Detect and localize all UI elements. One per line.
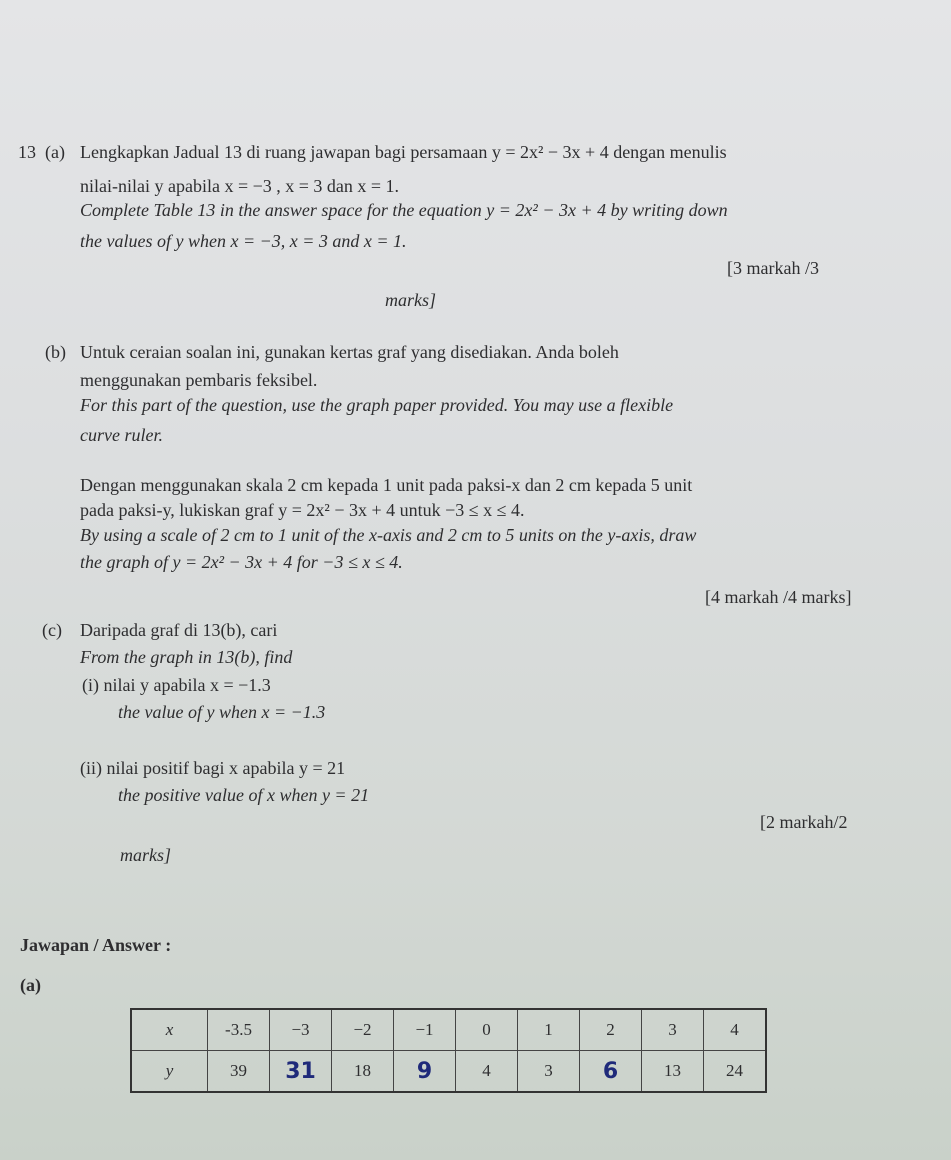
part-a-marks-english: marks] [385, 290, 437, 310]
part-b-english-line-2: curve ruler. [80, 425, 163, 445]
part-c-marks-english: marks] [120, 845, 172, 865]
part-b-english-line-4: the graph of y = 2x² − 3x + 4 for −3 ≤ x ≤ 4. [80, 552, 403, 572]
y-cell-handwritten: 6 [580, 1051, 642, 1093]
part-c-english-line-1: From the graph in 13(b), find [80, 647, 293, 667]
part-b-malay-line-2: menggunakan pembaris feksibel. [80, 370, 318, 390]
part-a-marks: [3 markah /3 [727, 258, 819, 278]
y-cell: 24 [704, 1051, 767, 1093]
x-cell: −2 [332, 1009, 394, 1051]
x-cell: 0 [456, 1009, 518, 1051]
table-row-y [131, 1051, 766, 1093]
y-cell: 13 [642, 1051, 704, 1093]
y-cell: 39 [208, 1051, 270, 1093]
y-cell-handwritten: 9 [394, 1051, 456, 1093]
part-b-malay-line-3: Dengan menggunakan skala 2 cm kepada 1 unit pada paksi-x dan 2 cm kepada 5 unit [80, 475, 693, 495]
y-cell: 4 [456, 1051, 518, 1093]
x-cell: 2 [580, 1009, 642, 1051]
question-number: 13 [18, 142, 36, 162]
part-c-ii-malay: (ii) nilai positif bagi x apabila y = 21 [80, 758, 346, 778]
part-b-english-line-1: For this part of the question, use the graph paper provided. You may use a flexible [80, 395, 674, 415]
part-b-malay-line-4: pada paksi-y, lukiskan graf y = 2x² − 3x + 4 untuk −3 ≤ x ≤ 4. [80, 500, 525, 520]
part-c-ii-english: the positive value of x when y = 21 [118, 785, 370, 805]
y-cell: 3 [518, 1051, 580, 1093]
x-cell: 3 [642, 1009, 704, 1051]
x-cell: -3.5 [208, 1009, 270, 1051]
table-row-x [131, 1009, 766, 1051]
x-cell: −1 [394, 1009, 456, 1051]
x-cell: −3 [270, 1009, 332, 1051]
part-c-i-malay: (i) nilai y apabila x = −1.3 [82, 675, 271, 695]
part-b-label: (b) [45, 342, 66, 362]
table-13 [130, 1008, 767, 1093]
part-a-english-line-2: the values of y when x = −3, x = 3 and x = 1. [80, 231, 407, 251]
part-b-marks: [4 markah /4 marks] [705, 587, 852, 607]
x-cell: 4 [704, 1009, 767, 1051]
y-header: y [131, 1051, 208, 1093]
y-cell-handwritten: 31 [270, 1051, 332, 1093]
part-a-malay-line-2: nilai-nilai y apabila x = −3 , x = 3 dan x = 1. [80, 176, 400, 196]
part-a-malay-line-1: Lengkapkan Jadual 13 di ruang jawapan bagi persamaan y = 2x² − 3x + 4 dengan menulis [80, 142, 727, 162]
part-c-marks: [2 markah/2 [760, 812, 848, 832]
part-b-malay-line-1: Untuk ceraian soalan ini, gunakan kertas graf yang disediakan. Anda boleh [80, 342, 619, 362]
answer-heading: Jawapan / Answer : [20, 935, 172, 955]
part-c-label: (c) [42, 620, 62, 640]
part-b-english-line-3: By using a scale of 2 cm to 1 unit of the x-axis and 2 cm to 5 units on the y-axis, draw [80, 525, 697, 545]
part-a-english-line-1: Complete Table 13 in the answer space for the equation y = 2x² − 3x + 4 by writing down [80, 200, 728, 220]
x-header: x [131, 1009, 208, 1051]
part-c-i-english: the value of y when x = −1.3 [118, 702, 326, 722]
answer-part-a-label: (a) [20, 975, 41, 995]
part-a-label: (a) [45, 142, 65, 162]
x-cell: 1 [518, 1009, 580, 1051]
y-cell: 18 [332, 1051, 394, 1093]
part-c-malay-line-1: Daripada graf di 13(b), cari [80, 620, 278, 640]
